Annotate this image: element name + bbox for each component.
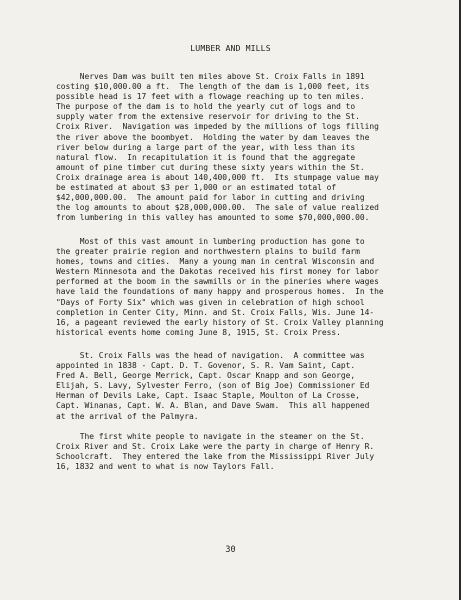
- text-line: Herman of Devils Lake, Capt. Isaac Staple, Moulton of La Crosse,: [56, 391, 360, 401]
- paragraph-lumber-production: [56, 237, 426, 338]
- paragraph-nerves-dam: [56, 72, 426, 223]
- text-line: $42,000,000.00. The amount paid for labor in cutting and driving: [56, 193, 365, 203]
- text-line: Croix River. Navigation was impeded by the millions of logs filling: [56, 122, 379, 132]
- text-line: possible head is 17 feet with a flowage reaching up to ten miles.: [56, 92, 365, 102]
- text-line: amount of pine timber cut during these sixty years within the St.: [56, 162, 365, 172]
- text-line: Schoolcraft. They entered the lake from the Mississippi River July: [56, 452, 375, 462]
- text-line: costing $10,000.00 a ft. The length of the dam is 1,000 feet, its: [56, 82, 370, 92]
- text-line: at the arrival of the Palmyra.: [56, 411, 199, 421]
- text-line: the greater prairie region and northwestern plains to build farm: [56, 247, 360, 257]
- text-line: Nerves Dam was built ten miles above St. Croix Falls in 1891: [56, 72, 365, 81]
- page-title: LUMBER AND MILLS: [190, 43, 271, 53]
- paragraph-navigation: [56, 351, 426, 422]
- text-line: Elijah, S. Lavy, Sylvester Ferro, (son of Big Joe) Commissioner Ed: [56, 381, 370, 391]
- text-line: the river above the boombyet. Holding the water by dam leaves the: [56, 132, 370, 142]
- text-line: appointed in 1838 - Capt. D. T. Govenor, S. R. Vam Saint, Capt.: [56, 361, 356, 371]
- text-line: from lumbering in this valley has amounted to some $70,000,000.00.: [56, 213, 370, 223]
- text-line: St. Croix Falls was the head of navigation. A committee was: [56, 351, 365, 360]
- text-line: have laid the foundations of many happy and prosperous homes. In the: [56, 287, 384, 297]
- text-line: river below during a large part of the year, with less than its: [56, 142, 356, 152]
- text-line: Western Minnesota and the Dakotas received his first money for labor: [56, 267, 379, 277]
- page-number: 30: [225, 545, 236, 555]
- text-line: natural flow. In recapitulation it is found that the aggregate: [56, 152, 356, 162]
- text-line: "Days of Forty Six" which was given in celebration of high school: [56, 297, 365, 307]
- text-line: 16, a pageant reviewed the early history of St. Croix Valley planning: [56, 317, 384, 327]
- text-line: Capt. Winanas, Capt. W. A. Blan, and Dave Swam. This all happened: [56, 401, 370, 411]
- paragraph-first-white-people: [56, 432, 426, 472]
- text-line: Croix River and St. Croix Lake were the party in charge of Henry R.: [56, 442, 375, 452]
- text-line: Croix drainage area is about 140,400,000 ft. Its stumpage value may: [56, 172, 379, 182]
- text-line: homes, towns and cities. Many a young man in central Wisconsin and: [56, 257, 375, 267]
- text-line: supply water from the extensive reservoir for driving to the St.: [56, 112, 360, 122]
- text-line: 16, 1832 and went to what is now Taylors Fall.: [56, 462, 275, 472]
- text-line: Fred A. Bell, George Merrick, Capt. Oscar Knapp and son George,: [56, 371, 356, 381]
- text-line: be estimated at about $3 per 1,000 or an estimated total of: [56, 183, 337, 193]
- text-line: The purpose of the dam is to hold the yearly cut of logs and to: [56, 102, 356, 112]
- text-line: Most of this vast amount in lumbering production has gone to: [56, 237, 365, 246]
- text-line: The first white people to navigate in the steamer on the St.: [56, 432, 365, 441]
- text-line: performed at the boom in the sawmills or in the pineries where wages: [56, 277, 379, 287]
- text-line: the log amounts to about $28,000,000.00. The sale of value realized: [56, 203, 379, 213]
- text-line: historical events home coming June 8, 1915, St. Croix Press.: [56, 327, 341, 337]
- text-line: completion in Center City, Minn. and St. Croix Falls, Wis. June 14-: [56, 307, 375, 317]
